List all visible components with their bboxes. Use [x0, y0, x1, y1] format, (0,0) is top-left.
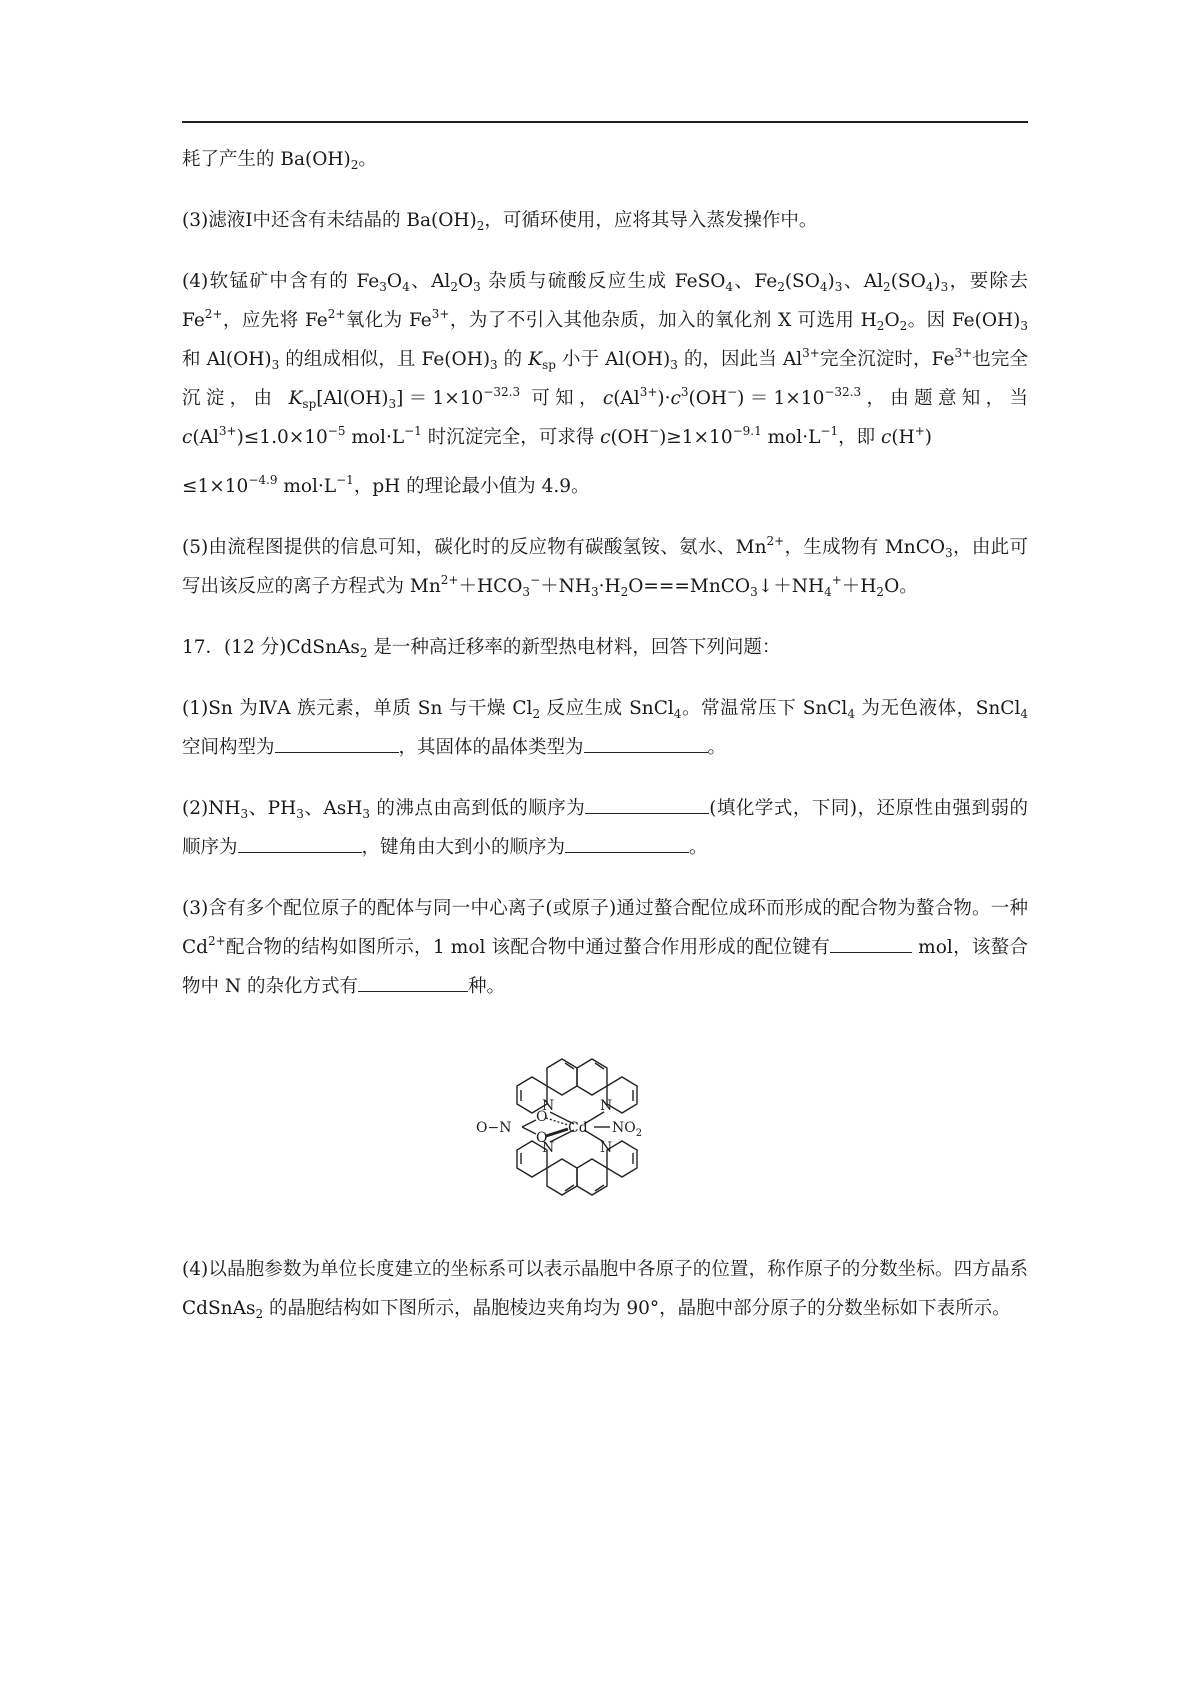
- question-17-title: 17．(12 分)CdSnAs$_2$ 是一种高迁移率的新型热电材料，回答下列问题：: [182, 637, 781, 660]
- svg-text:N: N: [600, 1098, 613, 1114]
- cd-complex-structure-figure: [182, 1028, 1028, 1224]
- answer-blank[interactable]: [830, 932, 912, 953]
- question-17-3: (3)含有多个配位原子的配体与同一中心离子(或原子)通过螯合配位成环而形成的配合物为螯合物。一种 $Cd^{2+}$配合物的结构如图所示，1 mol 该配合物中通过螯合作用形成的配位键有 mol，该螯合物中 N 的杂化方式有 种。: [182, 898, 1028, 997]
- header-rule: [182, 121, 1028, 123]
- cd-complex-structure-diagram: [476, 1028, 702, 1224]
- svg-text:N: N: [542, 1140, 555, 1156]
- answer-3: (3)滤液Ⅰ中还含有未结晶的 $Ba(OH)_2$，可循环使用，应将其导入蒸发操作中。: [182, 210, 818, 233]
- svg-text:O: O: [536, 1130, 548, 1146]
- answer-blank[interactable]: [565, 832, 689, 853]
- answer-4: (4)软锰矿中含有的 $Fe_3O_4$、$Al_2O_3$ 杂质与硫酸反应生成 FeSO$_4$、$Fe_2(SO_4)_3$、$Al_2(SO_4)_3$，要除去 $Fe^{2+}$，应先将 $Fe^{2+}$氧化为 $Fe^{3+}$，为了不引入其他杂质，加入的氧化剂 X 可选用 $H_2O_2$。因 $Fe(OH)_3$ 和 $Al(OH)_3$ 的组成相似，且 $Fe(OH)_3$ 的 $K_{sp}$ 小于 $Al(OH)_3$ 的，因此当 $Al^{3+}$完全沉淀时，$Fe^{3+}$也完全沉淀，由 $K_{sp}[Al(OH)_3]=1\times 10^{-32.3}$ 可知，$c(Al^{3+})\cdot c^3(OH^-)=1\times 10^{-32.3}$，由题意知，当 $c(Al^{3+})\le 1.0\times 10^{-5}$ $mol\cdot L^{-1}$ 时沉淀完全，可求得 $c(OH^-)\ge 1\times 10^{-9.1}$ $mol\cdot L^{-1}$，即 c(H+): [182, 271, 1029, 448]
- answer-blank[interactable]: [238, 832, 362, 853]
- answer-blank[interactable]: [358, 971, 468, 992]
- answer-blank[interactable]: [584, 732, 708, 753]
- svg-text:O−N: O−N: [476, 1120, 512, 1136]
- paragraph-continuation: 耗了产生的 $Ba(OH)_2$。: [182, 149, 377, 172]
- svg-text:NO2: $NO_2$: [612, 1120, 643, 1139]
- question-17-1: (1)Sn 为ⅣA 族元素，单质 Sn 与干燥 $Cl_2$ 反应生成 SnCl$_4$。常温常压下 SnCl$_4$ 为无色液体，SnCl$_4$ 空间构型为 ，其固体的晶体类型为 。: [182, 698, 1029, 758]
- answer-blank[interactable]: [585, 793, 709, 814]
- svg-text:N: N: [542, 1098, 555, 1114]
- question-17-2: $(2)NH_3$、$PH_3$、AsH$_3$ 的沸点由高到低的顺序为 (填化学式，下同)，还原性由强到弱的顺序为 ，键角由大到小的顺序为 。: [182, 789, 1028, 867]
- svg-text:N: N: [600, 1140, 613, 1156]
- question-17-4: (4)以晶胞参数为单位长度建立的坐标系可以表示晶胞中各原子的位置，称作原子的分数坐标。四方晶系 CdSnAs$_2$ 的晶胞结构如下图所示，晶胞棱边夹角均为 90°，晶胞中部分原子的分数坐标如下表所示。: [182, 1259, 1028, 1321]
- svg-text:O: O: [536, 1109, 548, 1125]
- svg-text:Cd: Cd: [568, 1120, 588, 1136]
- answer-5: (5)由流程图提供的信息可知，碳化时的反应物有碳酸氢铵、氨水、$Mn^{2+}$，生成物有 MnCO$_3$，由此可写出该反应的离子方程式为 $Mn^{2+}+HCO_3^-+NH_3\cdot H_2O===MnCO_3↓+NH_4^++H_2O$。: [182, 534, 1028, 599]
- answer-4-cont: $\le 1\times 10^{-4.9}$ $mol\cdot L^{-1}$，pH 的理论最小值为 4.9。: [182, 473, 590, 497]
- answer-blank[interactable]: [275, 732, 399, 753]
- page-body: [182, 140, 1028, 1350]
